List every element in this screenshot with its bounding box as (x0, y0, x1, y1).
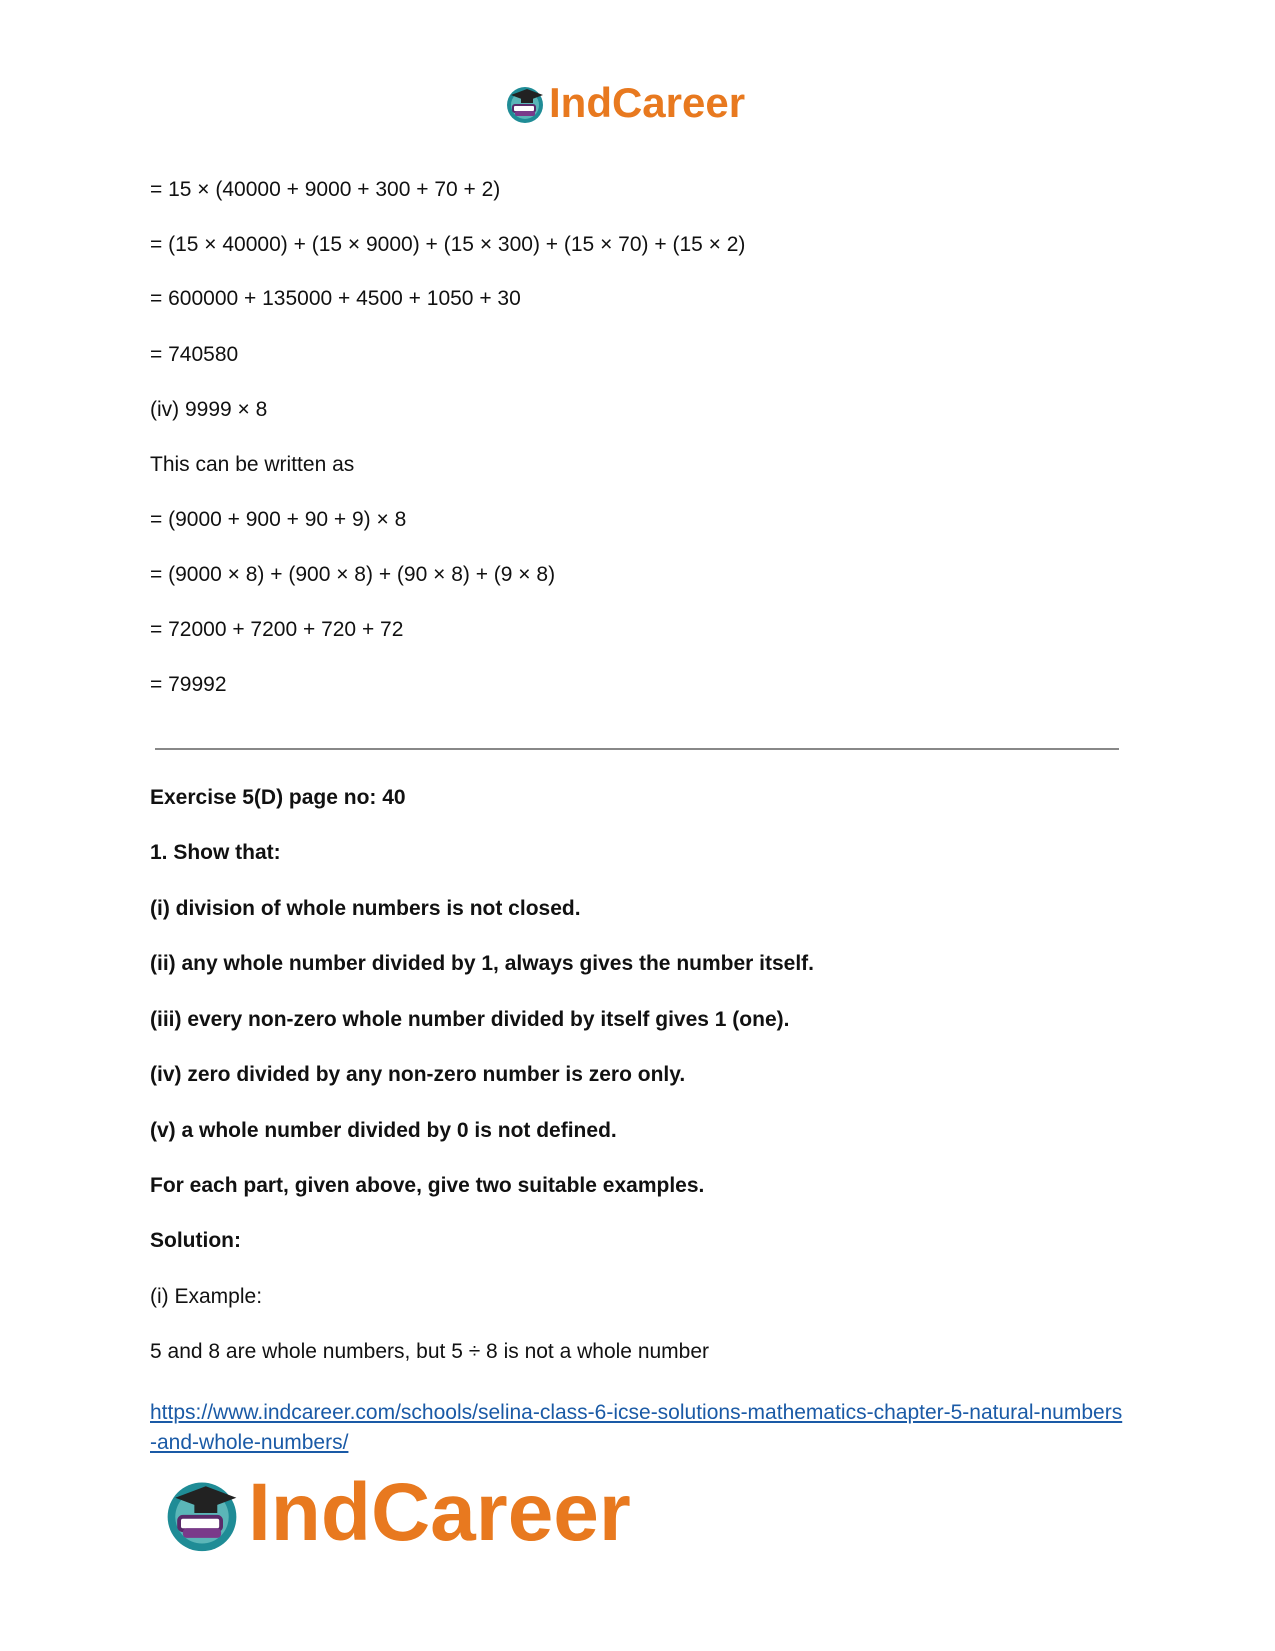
calc-line: (iv) 9999 × 8 (150, 398, 268, 421)
graduation-cap-globe-icon (503, 81, 547, 125)
logo-wordmark: IndCareer (549, 79, 746, 126)
solution-label: Solution: (150, 1229, 241, 1252)
graduation-cap-globe-icon (160, 1471, 244, 1555)
logo-wordmark: IndCareer (248, 1467, 631, 1558)
calc-line: = 740580 (150, 343, 239, 366)
calc-line: = 15 × (40000 + 9000 + 300 + 70 + 2) (150, 178, 501, 201)
example-text: 5 and 8 are whole numbers, but 5 ÷ 8 is not a whole number (150, 1340, 710, 1363)
footer-logo (160, 1468, 631, 1558)
question-part: (iv) zero divided by any non-zero number is zero only. (150, 1063, 686, 1086)
calc-line: This can be written as (150, 453, 355, 476)
exercise-heading: Exercise 5(D) page no: 40 (150, 786, 406, 809)
question-part: (iii) every non-zero whole number divided by itself gives 1 (one). (150, 1008, 790, 1031)
question-title: 1. Show that: (150, 841, 281, 864)
section-divider (155, 748, 1119, 750)
question-part: (ii) any whole number divided by 1, always gives the number itself. (150, 952, 815, 975)
calc-line: = 79992 (150, 673, 227, 696)
source-link[interactable]: https://www.indcareer.com/schools/selina-class-6-icse-solutions-mathematics-chapter-5-natural-numbers-and-whole-numbers/ (150, 1401, 1123, 1454)
calc-line: = 600000 + 135000 + 4500 + 1050 + 30 (150, 287, 521, 310)
calc-line: = (9000 × 8) + (900 × 8) + (90 × 8) + (9 × 8) (150, 563, 556, 586)
calc-line: = (15 × 40000) + (15 × 9000) + (15 × 300) + (15 × 70) + (15 × 2) (150, 233, 746, 256)
example-label: (i) Example: (150, 1285, 263, 1308)
question-instruction: For each part, given above, give two suitable examples. (150, 1174, 705, 1197)
calc-line: = 72000 + 7200 + 720 + 72 (150, 618, 404, 641)
question-part: (i) division of whole numbers is not closed. (150, 897, 581, 920)
question-part: (v) a whole number divided by 0 is not defined. (150, 1119, 617, 1142)
header-logo (503, 80, 745, 126)
calc-line: = (9000 + 900 + 90 + 9) × 8 (150, 508, 407, 531)
